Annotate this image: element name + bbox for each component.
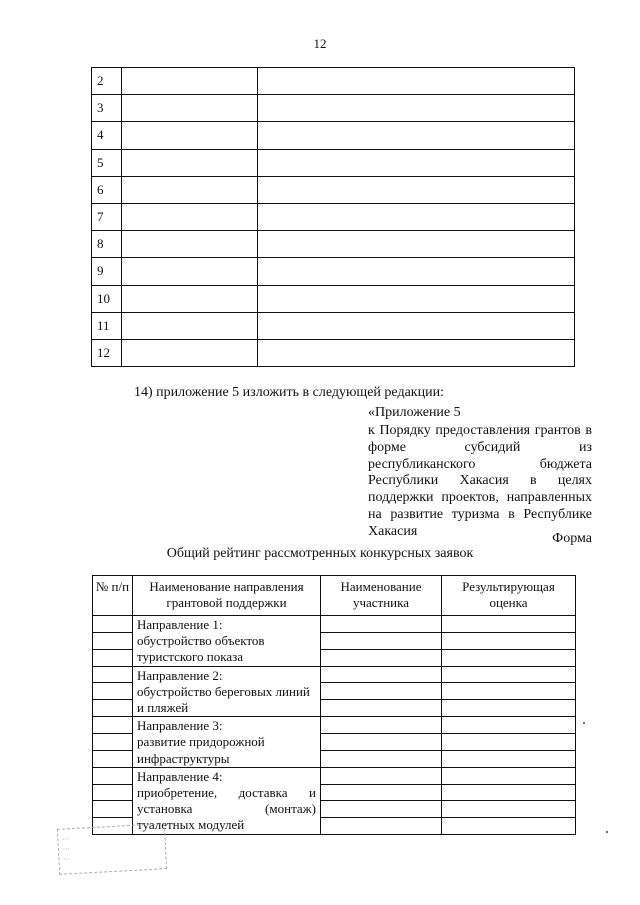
direction-3-cell bbox=[133, 717, 321, 768]
empty-cell bbox=[122, 68, 258, 95]
upper-table-row bbox=[92, 258, 575, 285]
direction-4-text-line1: приобретение, доставка и bbox=[137, 785, 316, 801]
empty-cell bbox=[258, 258, 575, 285]
header-direction: Наименование направления грантовой поддержки bbox=[133, 576, 321, 616]
stamp-line-1: ... bbox=[62, 832, 70, 842]
row-number: 9 bbox=[92, 258, 122, 285]
appendix-body: к Порядку предоставления грантов в форме субсидий из республиканского бюджета Республики Хакасия в целях поддержки проектов, направленных на развитие туризма в Республике Хакасия bbox=[368, 423, 592, 539]
document-heading: Общий рейтинг рассмотренных конкурсных заявок bbox=[166, 546, 474, 561]
empty-cell bbox=[122, 339, 258, 366]
direction-1-cell bbox=[133, 616, 321, 667]
row-number: 8 bbox=[92, 231, 122, 258]
row-number: 11 bbox=[92, 312, 122, 339]
direction-4-text-line2: установка (монтаж) bbox=[137, 801, 316, 817]
empty-cell bbox=[258, 203, 575, 230]
empty-cell bbox=[258, 312, 575, 339]
row-number: 10 bbox=[92, 285, 122, 312]
direction-4-text-line3: туалетных модулей bbox=[137, 817, 245, 833]
empty-cell bbox=[258, 95, 575, 122]
upper-table-row bbox=[92, 285, 575, 312]
upper-table-row bbox=[92, 95, 575, 122]
direction-2-title: Направление 2: bbox=[137, 667, 223, 683]
empty-cell bbox=[258, 68, 575, 95]
direction-3-title: Направление 3: bbox=[137, 718, 223, 734]
direction-4-title: Направление 4: bbox=[137, 768, 223, 784]
stamp-line-3: ... bbox=[63, 852, 71, 862]
empty-cell bbox=[258, 122, 575, 149]
empty-cell bbox=[122, 149, 258, 176]
rating-table bbox=[92, 575, 576, 835]
rating-table-header bbox=[93, 576, 576, 616]
empty-cell bbox=[258, 231, 575, 258]
empty-cell bbox=[122, 203, 258, 230]
upper-table-row bbox=[92, 339, 575, 366]
row-number: 6 bbox=[92, 176, 122, 203]
empty-cell bbox=[122, 312, 258, 339]
empty-cell bbox=[122, 176, 258, 203]
row-number: 3 bbox=[92, 95, 122, 122]
upper-table-row bbox=[92, 176, 575, 203]
direction-1-text: обустройство объектов туристского показа bbox=[137, 633, 265, 665]
direction-2-cell bbox=[133, 666, 321, 717]
header-participant: Наименование участника bbox=[321, 576, 442, 616]
form-label: Форма bbox=[552, 531, 592, 546]
row-number: 7 bbox=[92, 203, 122, 230]
upper-table-row bbox=[92, 149, 575, 176]
direction-1-title: Направление 1: bbox=[137, 617, 223, 632]
scan-speck bbox=[606, 831, 608, 833]
empty-cell bbox=[122, 285, 258, 312]
upper-table-row bbox=[92, 312, 575, 339]
upper-table-row bbox=[92, 203, 575, 230]
upper-table bbox=[91, 67, 575, 367]
header-number: № п/п bbox=[93, 576, 133, 616]
scan-speck bbox=[583, 722, 585, 724]
faded-stamp bbox=[57, 823, 167, 875]
row-number: 4 bbox=[92, 122, 122, 149]
empty-cell bbox=[122, 122, 258, 149]
header-score: Результирующая оценка bbox=[442, 576, 576, 616]
empty-cell bbox=[258, 339, 575, 366]
row-number: 5 bbox=[92, 149, 122, 176]
row-number: 12 bbox=[92, 339, 122, 366]
empty-cell bbox=[258, 176, 575, 203]
upper-table-row bbox=[92, 68, 575, 95]
row-number: 2 bbox=[92, 68, 122, 95]
empty-cell bbox=[258, 149, 575, 176]
empty-cell bbox=[122, 258, 258, 285]
upper-table-row bbox=[92, 231, 575, 258]
direction-3-text: развитие придорожной инфраструктуры bbox=[137, 734, 265, 766]
upper-table-row bbox=[92, 122, 575, 149]
page-number: 12 bbox=[313, 36, 327, 51]
empty-cell bbox=[258, 285, 575, 312]
direction-2-text: обустройство береговых линий и пляжей bbox=[137, 683, 310, 716]
stamp-line-2: ... bbox=[62, 842, 70, 852]
amendment-text: 14) приложение 5 изложить в следующей редакции: bbox=[134, 385, 444, 400]
empty-cell bbox=[122, 231, 258, 258]
appendix-title: «Приложение 5 bbox=[368, 405, 461, 420]
empty-cell bbox=[122, 95, 258, 122]
